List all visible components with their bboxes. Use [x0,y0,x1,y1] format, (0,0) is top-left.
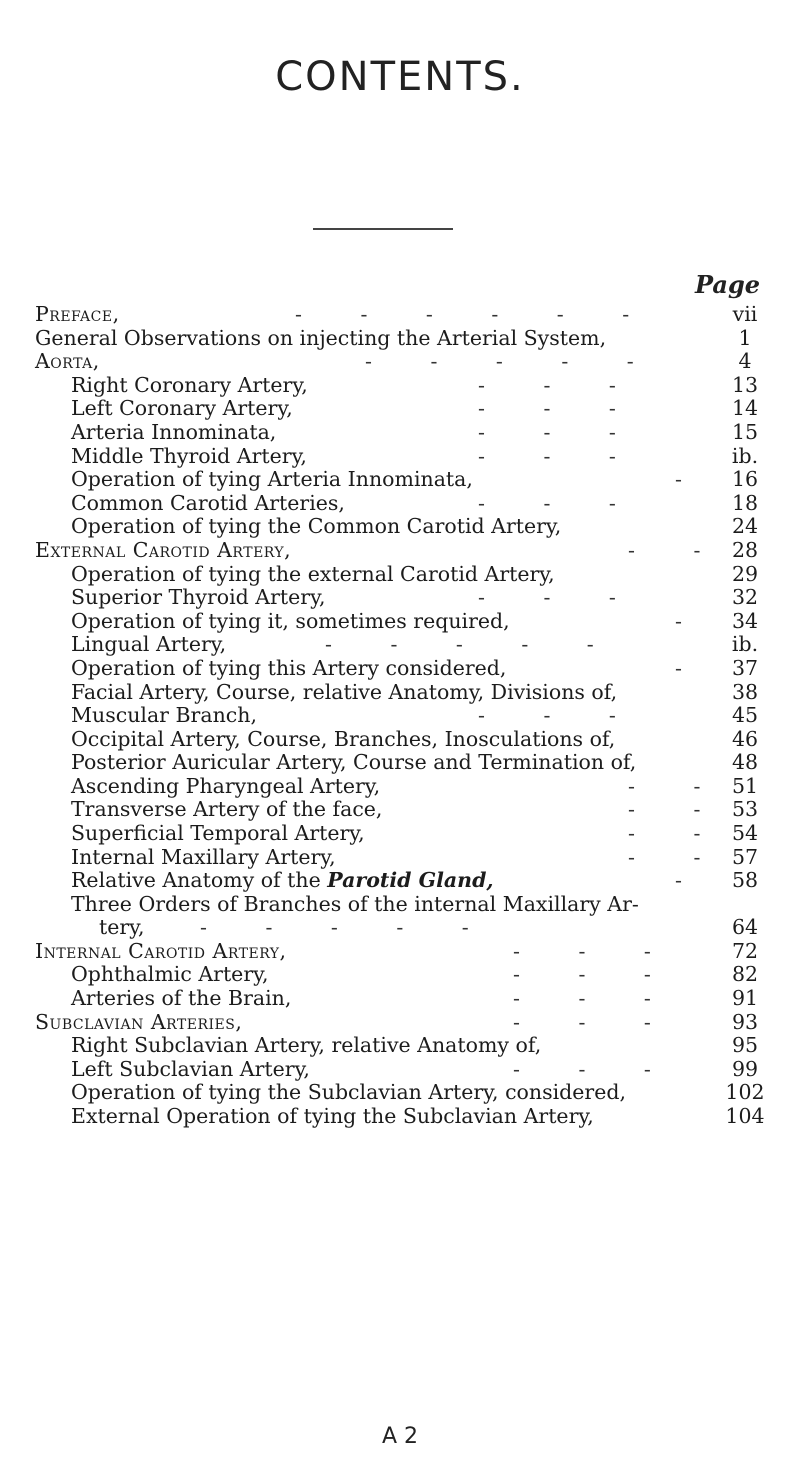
toc-entry-text: Subclavian Arteries, [35,1009,243,1034]
toc-leader: - - [628,773,727,798]
toc-entry-posterior-auricular [35,751,765,775]
toc-entry-text: Operation of tying it, sometimes required, [71,608,510,633]
toc-leader: - - - - - [365,349,660,374]
toc-entry-text: Left Subclavian Artery, [71,1056,310,1081]
toc-entry-subclavian [35,1011,765,1035]
toc-entry-text: Left Coronary Artery, [71,396,293,421]
toc-entry-text: Operation of tying this Artery considered, [71,655,507,680]
toc-entry-text: General Observations on injecting the Arterial System, [35,325,607,350]
toc-entry-operation-common-carotid [35,515,765,539]
toc-page-number: 48 [731,750,759,775]
page-title: CONTENTS. [275,54,525,100]
toc-entry-muscular-branch [35,704,765,728]
toc-page-number: 99 [731,1056,759,1081]
toc-leader: - - [628,844,727,869]
toc-entry-text: Operation of tying the Common Carotid Artery, [71,514,562,539]
toc-entry-facial [35,681,765,705]
toc-page-number: ib. [731,443,759,468]
toc-entry-text: Right Subclavian Artery, relative Anatomy of, [71,1033,542,1058]
toc-entry-text: Ascending Pharyngeal Artery, [71,773,381,798]
toc-entry-text: Internal Maxillary Artery, [71,844,336,869]
toc-leader: - - - [478,490,642,515]
toc-entry-ascending-pharyngeal [35,775,765,799]
toc-page-number: 102 [725,1080,765,1105]
toc-entry-text-italic: Parotid Gland, [327,868,494,893]
toc-page-number: 34 [731,608,759,633]
toc-entry-superior-thyroid [35,586,765,610]
toc-entry-text: Preface, [35,302,120,326]
toc-leader: - - [628,821,727,846]
toc-page-number: 29 [731,561,759,586]
toc-entry-arteries-brain [35,987,765,1011]
toc-entry-text: Transverse Artery of the face, [71,797,383,822]
toc-entry-lingual [35,633,765,657]
toc-entry-occipital [35,728,765,752]
toc-leader: - [675,608,708,633]
toc-leader: - - [628,537,727,562]
toc-page-number: 95 [731,1033,759,1058]
toc-leader: - - - [513,938,677,963]
toc-entry-text [71,869,494,893]
toc-entry-text: Facial Artery, Course, relative Anatomy, Divisions of, [71,679,618,704]
page-column-label: Page [694,270,760,299]
toc-leader: - - - [513,986,677,1011]
toc-page-number: 24 [731,514,759,539]
toc-leader: - - - [513,1056,677,1081]
toc-entry-text: Occipital Artery, Course, Branches, Inosculations of, [71,726,616,751]
toc-leader: - - - [478,396,642,421]
toc-leader: - - - - - [325,632,620,657]
toc-page-number: 16 [731,467,759,492]
toc-page-number: 1 [738,325,752,350]
toc-page-number: 82 [731,962,759,987]
toc-page-number: 72 [731,938,759,963]
toc-leader: - - - [478,585,642,610]
toc-entry-left-coronary [35,397,765,421]
toc-entry-operation-innominata [35,468,765,492]
toc-entry-internal-maxillary [35,846,765,870]
toc-page-number: 104 [725,1104,765,1128]
toc-entry-general-observations [35,327,765,351]
toc-entry-text: Arteria Innominata, [71,419,277,444]
toc-entry-transverse-facial [35,798,765,822]
toc-entry-ophthalmic [35,963,765,987]
toc-entry-text: Aorta, [35,349,100,374]
toc-entry-text: Ophthalmic Artery, [71,962,269,987]
toc-entry-text: External Operation of tying the Subclavian Artery, [71,1104,594,1128]
toc-page-number: 38 [731,679,759,704]
toc-entry-text: Lingual Artery, [71,632,227,657]
toc-page-number: 51 [731,773,759,798]
toc-leader: - - - [478,419,642,444]
toc-page-number: 93 [731,1009,759,1034]
toc-page-number: 91 [731,986,759,1011]
toc-entry-external-carotid [35,539,765,563]
toc-entry-text: Operation of tying the Subclavian Artery, considered, [71,1080,626,1105]
toc-entry-operation-lingual [35,657,765,681]
toc-page-number: 18 [731,490,759,515]
toc-entry-operation-superior-thyroid [35,610,765,634]
toc-page-number: 54 [731,821,759,846]
toc-leader: - - - [478,703,642,728]
toc-page-number: 58 [731,868,759,893]
toc-leader: - [675,655,708,680]
toc-entry-text: Internal Carotid Artery, [35,938,287,963]
toc-page-number: 14 [731,396,759,421]
toc-entry-text: Operation of tying the external Carotid Artery, [71,561,555,586]
toc-entry-superficial-temporal [35,822,765,846]
toc-entry-operation-subclavian [35,1081,765,1105]
toc-entry-text: Superficial Temporal Artery, [71,821,365,846]
toc-entry-arteria-innominata [35,421,765,445]
toc-entry-text: Common Carotid Arteries, [71,490,345,515]
toc-leader: - - - [513,1009,677,1034]
toc-leader: - - [628,797,727,822]
toc-leader: - - - - - [200,915,495,940]
toc-page-number: 46 [731,726,759,751]
toc-leader: - - - [513,962,677,987]
toc-entry-text: Posterior Auricular Artery, Course and Termination of, [71,750,637,775]
toc-entry-text: Three Orders of Branches of the internal Maxillary Ar- [71,891,639,916]
signature-mark: A 2 [381,1424,419,1449]
toc-page-number: 64 [731,915,759,940]
toc-entry-aorta [35,350,765,374]
toc-entry-middle-thyroid [35,445,765,469]
toc-entry-three-orders [35,893,765,940]
toc-page-number: 13 [731,372,759,397]
toc-entry-text: External Carotid Artery, [35,537,292,562]
toc-page-number: 15 [731,419,759,444]
toc-leader: - - - [478,372,642,397]
toc-page-number: 32 [731,585,759,610]
toc-page-number: 57 [731,844,759,869]
toc-page-number: 4 [738,349,752,374]
toc-entry-internal-carotid [35,940,765,964]
toc-page-number: 37 [731,655,759,680]
toc-entry-right-subclavian [35,1034,765,1058]
toc-entry-text: Right Coronary Artery, [71,372,308,397]
toc-entry-text: Muscular Branch, [71,703,257,728]
toc-entry-text: Middle Thyroid Artery, [71,443,307,468]
table-of-contents [35,303,765,1129]
toc-entry-parotid-gland [35,869,765,893]
toc-leader: - [675,467,708,492]
toc-leader: - - - [478,443,642,468]
toc-entry-external-operation-subclavian [35,1105,765,1129]
toc-entry-text-plain: Relative Anatomy of the [71,868,328,893]
toc-entry-preface [35,303,765,327]
toc-page-number: 28 [731,537,759,562]
toc-entry-text: Arteries of the Brain, [71,986,292,1011]
toc-page-number: ib. [731,632,759,657]
toc-page-number: 53 [731,797,759,822]
toc-entry-text: Operation of tying Arteria Innominata, [71,467,473,492]
toc-leader: - [675,868,708,893]
toc-page-number: 45 [731,703,759,728]
toc-entry-common-carotid [35,492,765,516]
toc-entry-right-coronary [35,374,765,398]
title-rule [313,228,453,230]
toc-entry-operation-external-carotid [35,563,765,587]
toc-entry-text-continued: tery, [99,915,145,940]
toc-entry-left-subclavian [35,1058,765,1082]
toc-entry-text: Superior Thyroid Artery, [71,585,326,610]
toc-leader: - - - - - - [295,302,656,326]
toc-page-number: vii [732,302,758,326]
